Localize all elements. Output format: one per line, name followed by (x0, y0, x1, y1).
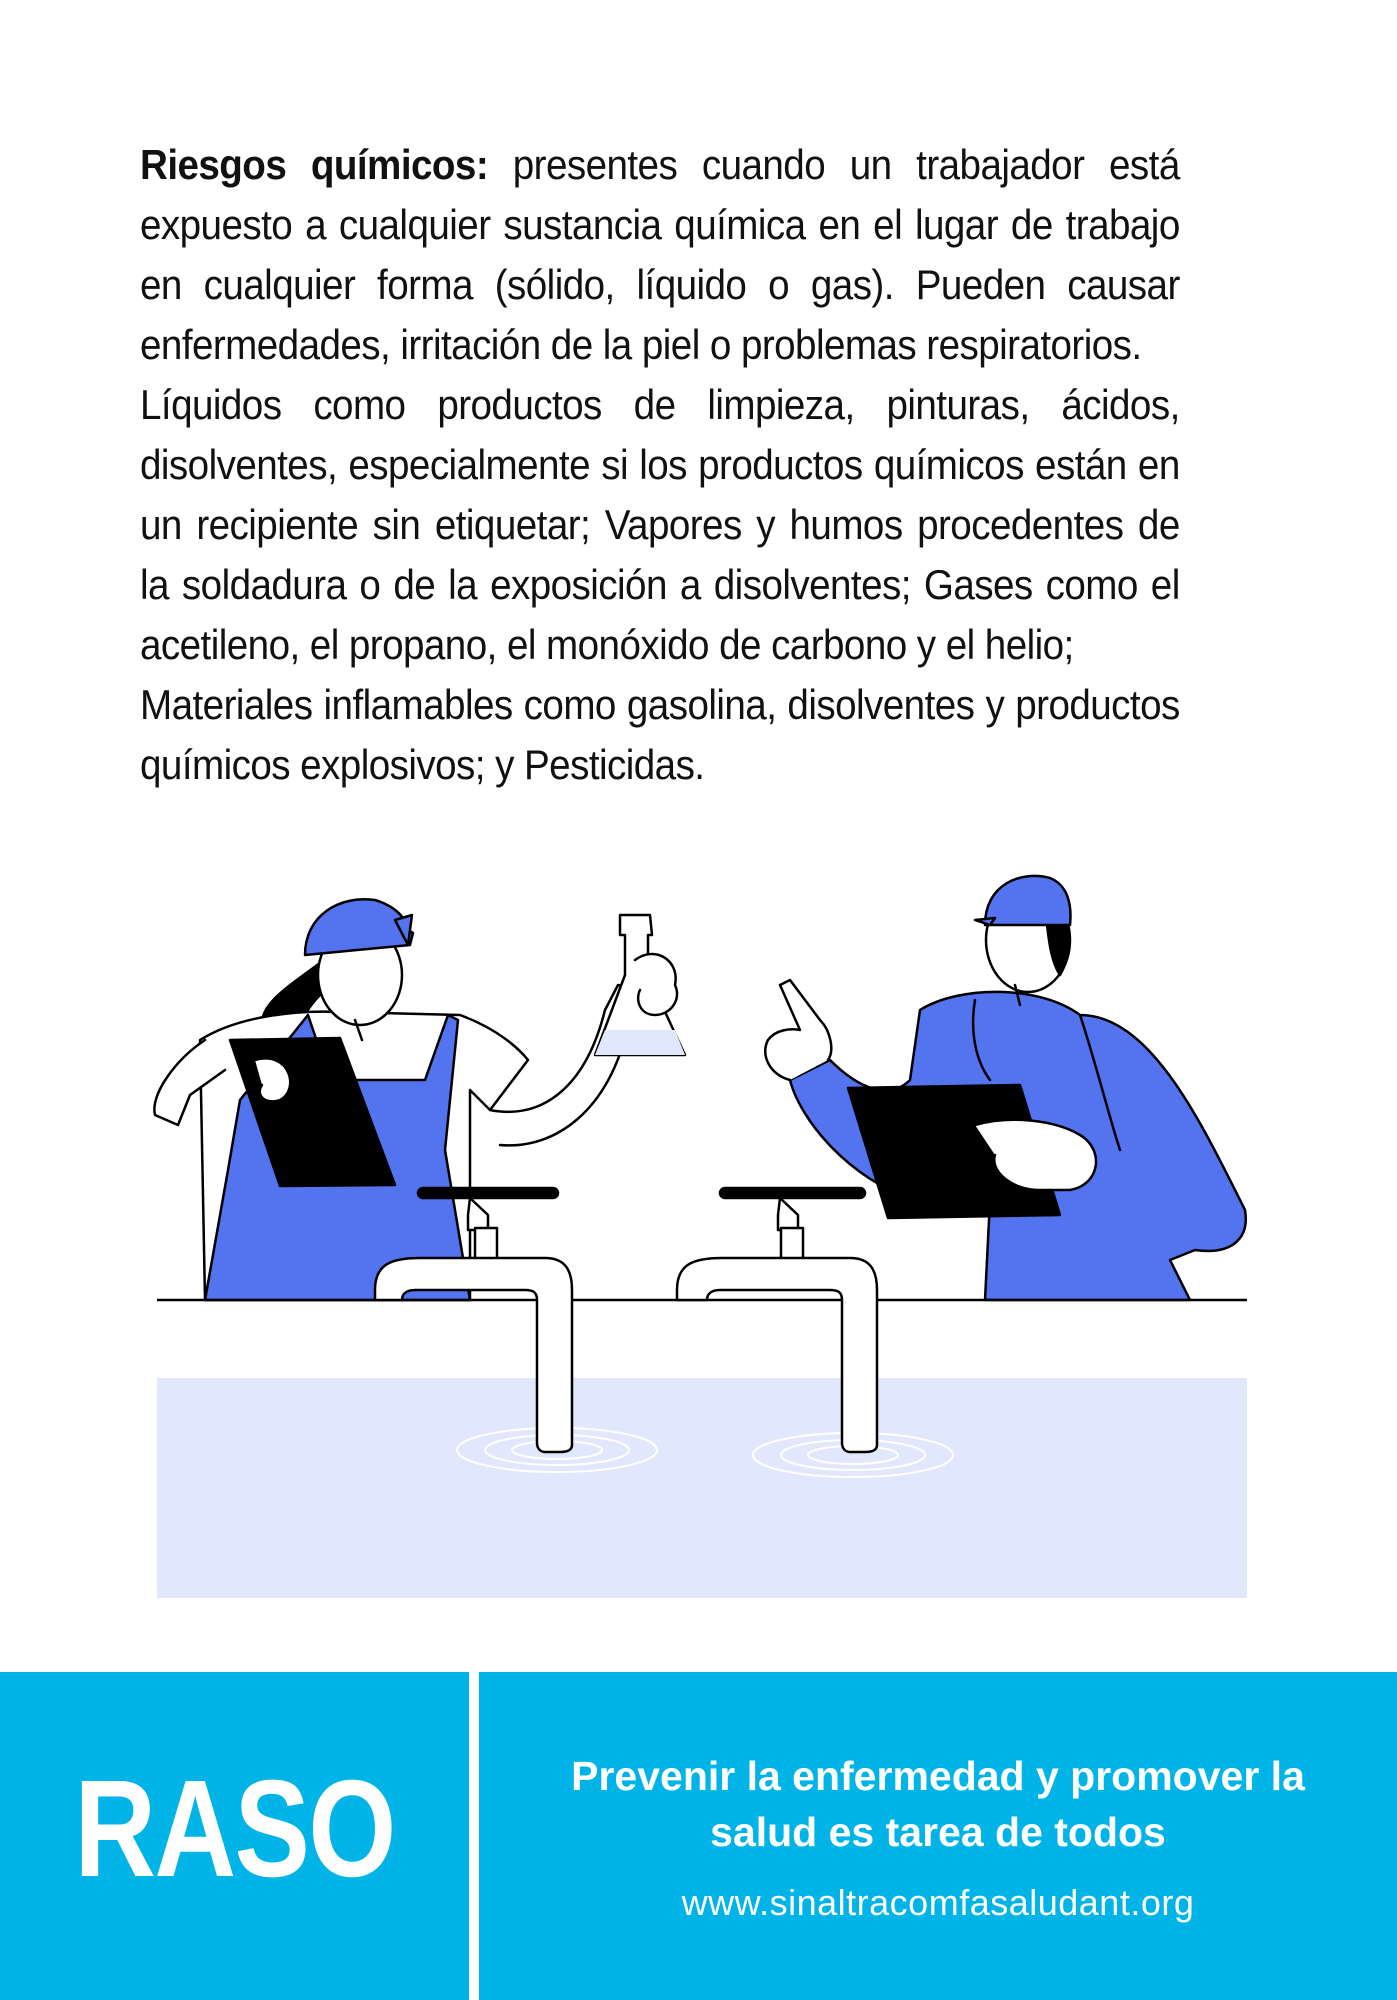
paragraph-flammables: Materiales inflamables como gasolina, disolventes y productos químicos explosivos; y Pesticidas. (140, 681, 1180, 788)
footer-divider (469, 1672, 479, 2000)
website-link[interactable]: www.sinaltracomfasaludant.org (681, 1882, 1195, 1923)
paragraph-chemical-risks (140, 135, 1180, 375)
water-basin (157, 1378, 1247, 1598)
brand-logo: RASO (74, 1752, 395, 1906)
left-worker (154, 899, 685, 1300)
lab-workers-illustration (0, 860, 1397, 1620)
paragraph-1-text: presentes cuando un trabajador está expuesto a cualquier sustancia química en el lugar de trabajo en cualquier forma (sólido, líquido o gas). Pueden causar enfermedades, irritación de la piel o problemas respiratorios. (140, 141, 1180, 368)
footer-info-panel (479, 1672, 1397, 2000)
paragraph-liquids: Líquidos como productos de limpieza, pinturas, ácidos, disolventes, especialmente si los productos químicos están en un recipiente sin etiquetar; Vapores y humos procedentes de la soldadura o de la exposición a disolventes; Gases como el acetileno, el propano, el monóxido de carbono y el helio; (140, 381, 1180, 668)
slogan (479, 1748, 1397, 1860)
footer-brand-panel (0, 1672, 469, 2000)
slogan-line-1: Prevenir la enfermedad y promover la (571, 1753, 1305, 1799)
right-worker (765, 876, 1246, 1300)
body-text (140, 135, 1180, 795)
paragraph-heading: Riesgos químicos: (140, 141, 489, 188)
slogan-line-2: salud es tarea de todos (710, 1809, 1166, 1855)
